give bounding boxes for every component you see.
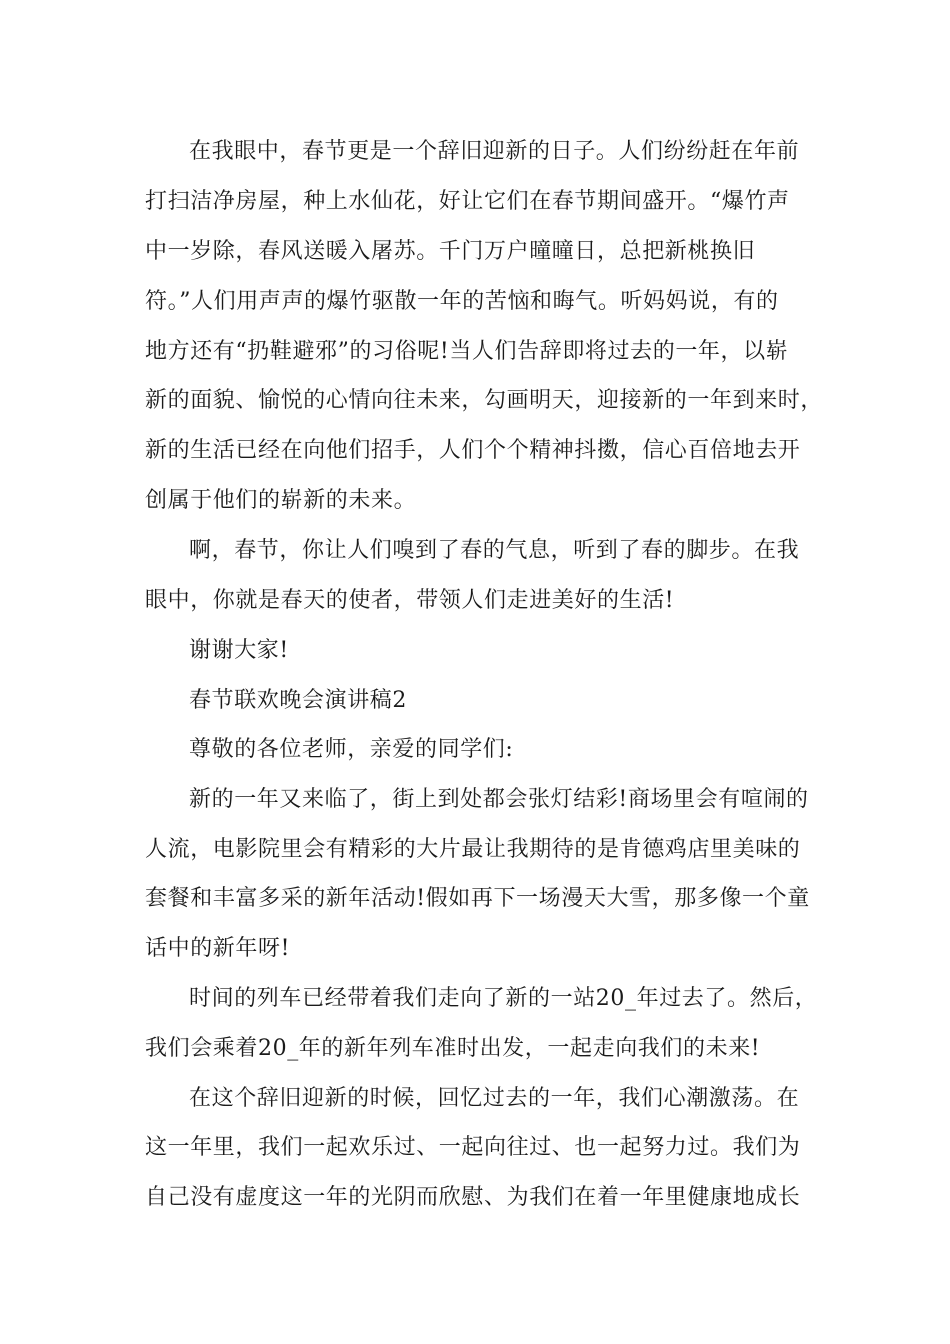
paragraph-line: 人流，电影院里会有精彩的大片最让我期待的是肯德鸡店里美味的	[145, 837, 801, 862]
paragraph-line: 创属于他们的崭新的未来。	[145, 488, 417, 513]
paragraph-line: 自己没有虚度这一年的光阴而欣慰、为我们在着一年里健康地成长	[145, 1185, 801, 1210]
salutation: 尊敬的各位老师，亲爱的同学们:	[189, 737, 514, 762]
paragraph-line: 这一年里，我们一起欢乐过、一起向往过、也一起努力过。我们为	[145, 1135, 801, 1160]
paragraph-line: 在这个辞旧迎新的时候，回忆过去的一年，我们心潮激荡。在	[189, 1086, 800, 1111]
paragraph-line: 我们会乘着20_年的新年列车准时出发，一起走向我们的未来!	[145, 1036, 761, 1061]
paragraph-line: 话中的新年呀!	[145, 936, 291, 961]
paragraph-line: 啊，春节，你让人们嗅到了春的气息，听到了春的脚步。在我	[189, 538, 800, 563]
paragraph-line: 时间的列车已经带着我们走向了新的一站20_年过去了。然后，	[189, 986, 818, 1011]
paragraph-line: 符。”人们用声声的爆竹驱散一年的苦恼和晦气。听妈妈说，有的	[145, 289, 779, 314]
paragraph-line: 新的一年又来临了，街上到处都会张灯结彩!商场里会有喧闹的	[189, 787, 809, 812]
paragraph-line: 新的面貌、愉悦的心情向往未来，勾画明天，迎接新的一年到来时，	[145, 388, 824, 413]
paragraph-line: 眼中，你就是春天的使者，带领人们走进美好的生活!	[145, 588, 675, 613]
paragraph-line: 中一岁除，春风送暖入屠苏。千门万户曈曈日，总把新桃换旧	[145, 239, 756, 264]
paragraph-line: 新的生活已经在向他们招手，人们个个精神抖擞，信心百倍地去开	[145, 438, 801, 463]
paragraph-line: 地方还有“扔鞋避邪”的习俗呢!当人们告辞即将过去的一年，以崭	[145, 339, 789, 364]
paragraph-line: 打扫洁净房屋，种上水仙花，好让它们在春节期间盛开。“爆竹声	[145, 189, 790, 214]
paragraph-line: 在我眼中，春节更是一个辞旧迎新的日子。人们纷纷赶在年前	[189, 139, 800, 164]
paragraph-line: 套餐和丰富多采的新年活动!假如再下一场漫天大雪，那多像一个童	[145, 886, 810, 911]
section-title: 春节联欢晚会演讲稿2	[189, 688, 407, 713]
closing-line: 谢谢大家!	[189, 638, 289, 663]
